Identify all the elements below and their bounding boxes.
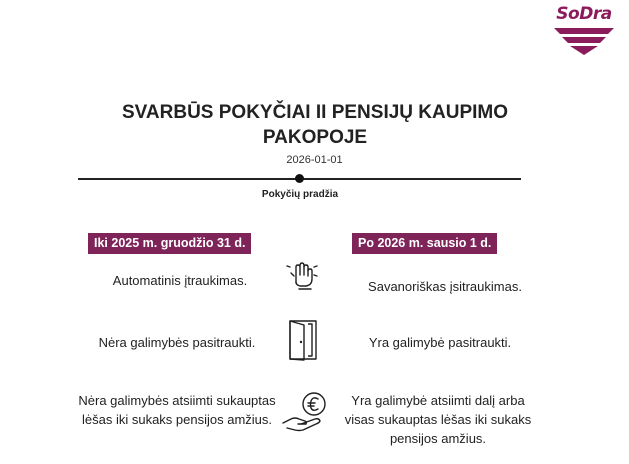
row-2-before: Nėra galimybės pasitraukti. bbox=[98, 335, 256, 350]
row-1-after: Savanoriškas įsitraukimas. bbox=[368, 279, 522, 294]
timeline-marker-label: Pokyčių pradžia bbox=[261, 189, 339, 200]
door-exit-icon bbox=[286, 318, 322, 362]
row-3-after: Yra galimybė atsiimti dalį arba visas sukauptas lėšas iki sukaks pensijos amžius. bbox=[344, 393, 532, 446]
row-3-before: Nėra galimybės atsiimti sukauptas lėšas iki sukaks pensijos amžius. bbox=[78, 393, 276, 427]
column-header-before: Iki 2025 m. gruodžio 31 d. bbox=[88, 233, 251, 254]
logo-text: SoDra bbox=[556, 4, 612, 24]
logo-emblem-icon bbox=[552, 26, 616, 56]
euro-coin-hand-icon bbox=[281, 389, 329, 433]
column-header-after: Po 2026 m. sausio 1 d. bbox=[352, 233, 497, 254]
raised-hand-icon bbox=[284, 255, 320, 293]
timeline-date: 2026-01-01 bbox=[286, 154, 343, 166]
sodra-logo bbox=[546, 4, 622, 58]
row-2-after: Yra galimybė pasitraukti. bbox=[368, 335, 512, 350]
page-title: SVARBŪS POKYČIAI II PENSIJŲ KAUPIMO PAKOPOJE bbox=[121, 102, 509, 148]
row-1-before: Automatinis įtraukimas. bbox=[112, 273, 248, 288]
timeline-marker bbox=[295, 174, 304, 183]
